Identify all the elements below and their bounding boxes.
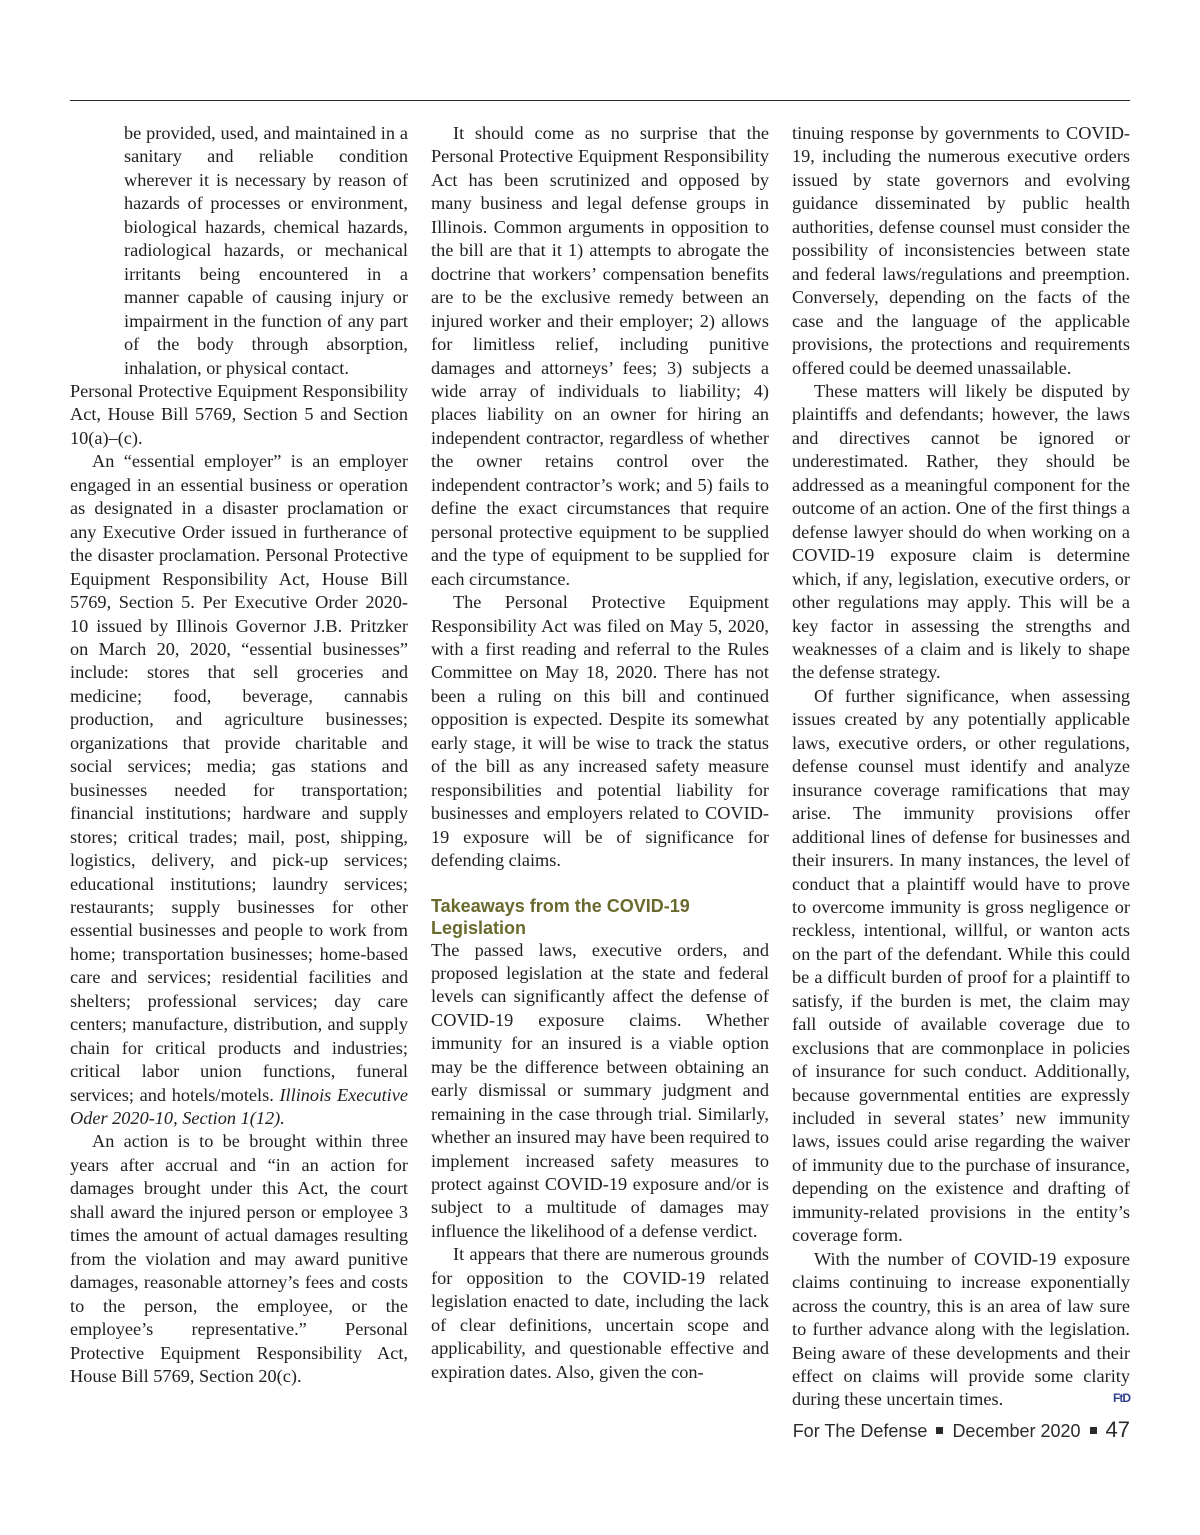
page-number: 47 — [1105, 1417, 1130, 1442]
square-bullet-icon — [936, 1427, 943, 1434]
page-footer — [793, 1418, 1130, 1443]
issue-date: December 2020 — [952, 1421, 1081, 1441]
block-quote: be provided, used, and maintained in a sanitary and reliable condition wherever it is necessary by reason of hazards of processes or environment, biological hazards, chemical hazards, radiological hazards, or mechanical irritants being encountered in a manner capable of causing injury or impairment in the function of any part of the body through absorption, inhalation, or physical contact. — [124, 123, 408, 378]
column-2 — [431, 122, 769, 1384]
paragraph-action: An action is to be brought within three years after accrual and “in an action for damages brought under this Act, the court shall award the injured person or employee 3 times the amount of actual damages resulting from the violation and may award punitive damages, reasonable attorney’s fees and costs to the person, the employee, or the employee’s representative.” Personal Protective Equipment Responsibility Act, House Bill 5769, Section 20(c). — [70, 1131, 408, 1387]
paragraph-opposition: It appears that there are numerous grounds for opposition to the COVID-19 related legislation enacted to date, including the lack of clear definitions, uncertain scope and applicability, and questionable effective and expiration dates. Also, given the con- — [431, 1244, 769, 1382]
column-1 — [70, 122, 408, 1388]
ftd-logo-icon: FtD — [1113, 1391, 1130, 1406]
paragraph-scrutiny: It should come as no surprise that the Personal Protective Equipment Responsibility Act has been scrutinized and opposed by many business and legal defense groups in Illinois. Common arguments in opposition to the bill are that it 1) attempts to abrogate the doctrine that workers’ compensation benefits are to be the exclusive remedy between an injured worker and their employer; 2) allows for limitless relief, including punitive damages and attorneys’ fees; 3) subjects a wide array of individuals to liability; 4) places liability on an owner for hiring an independent contractor, regardless of whether the owner retains control over the independent contractor’s work; and 5) fails to define the exact circumstances that require personal protective equipment to be supplied and the type of equipment to be supplied for each circumstance. — [431, 123, 769, 589]
section-heading: Takeaways from the COVID-19 Legislation — [431, 895, 690, 938]
paragraph-takeaways: The passed laws, executive orders, and proposed legislation at the state and federal levels can significantly affect the defense of COVID-19 exposure claims. Whether immunity for an insured is a viable option may be the difference between obtaining an early dismissal or summary judgment and remaining in the case through trial. Similarly, whether an insured may have been required to implement increased safety measures to protect against COVID-19 exposure and/or is subject to a multitude of damages may influence the likelihood of a defense verdict. — [431, 939, 769, 1241]
paragraph-continuation: tinuing response by governments to COVID-19, including the numerous executive orders issued by state governors and evolving guidance disseminated by public health authorities, defense counsel must consider the possibility of inconsistencies between state and federal laws/regulations and preemption. Conversely, depending on the facts of the case and the language of the applicable provisions, the protections and requirements offered could be deemed unassailable. — [792, 123, 1130, 378]
quote-citation: Personal Protective Equipment Responsibility Act, House Bill 5769, Section 5 and Section 10(a)–(c). — [70, 380, 408, 448]
publication-name: For The Defense — [792, 1421, 928, 1441]
paragraph-text: With the number of COVID-19 exposure claims continuing to increase exponentially across the country, this is an area of law sure to further advance along with the legislation. Being aware of these developments and their effect on claims will provide some clarity during these uncertain times. — [792, 1248, 1130, 1410]
paragraph-text: An “essential employer” is an employer engaged in an essential business or operation as designated in a disaster proclamation or any Executive Order issued in furtherance of the disaster proclamation. Personal Protective Equipment Responsibility Act, House Bill 5769, Section 5. Per Executive Order 2020-10 issued by Illinois Governor J.B. Pritzker on March 20, 2020, “essential businesses” include: stores that sell groceries and medicine; food, beverage, cannabis production, and agriculture businesses; organizations that provide charitable and social services; media; gas stations and businesses needed for transportation; financial institutions; hardware and supply stores; critical trades; mail, post, shipping, logistics, delivery, and pick-up services; educational institutions; laundry services; restaurants; supply businesses for other essential businesses and people to work from home; transportation businesses; home-based care and services; residential facilities and shelters; professional services; day care centers; manufacture, distribution, and supply chain for critical products and industries; critical labor union functions, funeral services; and hotels/motels. — [70, 451, 408, 1105]
paragraph-conclusion — [792, 1248, 1130, 1412]
column-3 — [792, 122, 1130, 1412]
paragraph-disputed: These matters will likely be disputed by plaintiffs and defendants; however, the laws and directives cannot be ignored or underestimated. Rather, they should be addressed as a meaningful component for the outcome of an action. One of the first things a defense lawyer should do when working on a COVID-19 exposure claim is determine which, if any, legislation, executive orders, or other regulations may apply. This will be a key factor in assessing the strengths and weaknesses of a claim and is likely to shape the defense strategy. — [792, 380, 1130, 683]
paragraph-essential-employer — [70, 450, 408, 1130]
square-bullet-icon — [1090, 1427, 1097, 1434]
paragraph-significance: Of further significance, when assessing issues created by any potentially applicable laws, executive orders, or other regulations, defense counsel must identify and analyze insurance coverage ramifications that may arise. The immunity provisions offer additional lines of defense for businesses and their insurers. In many instances, the level of conduct that a plaintiff would have to prove to overcome immunity is gross negligence or reckless, intentional, willful, or wanton acts on the part of the defendant. While this could be a difficult burden of proof for a plaintiff to satisfy, if the burden is met, the claim may fall outside of available coverage due to exclusions that are commonplace in policies of insurance for such conduct. Additionally, because governmental entities are expressly included in several states’ new immunity laws, issues could arise regarding the waiver of immunity due to the purchase of insurance, depending on the existence and drafting of immunity-related provisions in the entity’s coverage form. — [792, 685, 1130, 1246]
top-rule — [70, 100, 1130, 101]
paragraph-filing: The Personal Protective Equipment Responsibility Act was filed on May 5, 2020, with a first reading and referral to the Rules Committee on May 18, 2020. There has not been a ruling on this bill and continued opposition is expected. Despite its somewhat early stage, it will be wise to track the status of the bill as any increased safety measure responsibilities and potential liability for businesses and employers related to COVID-19 exposure will be of significance for defending claims. — [431, 592, 769, 871]
italic-citation: Illinois Executive Oder 2020-10, Section 1(12). — [70, 1084, 408, 1129]
